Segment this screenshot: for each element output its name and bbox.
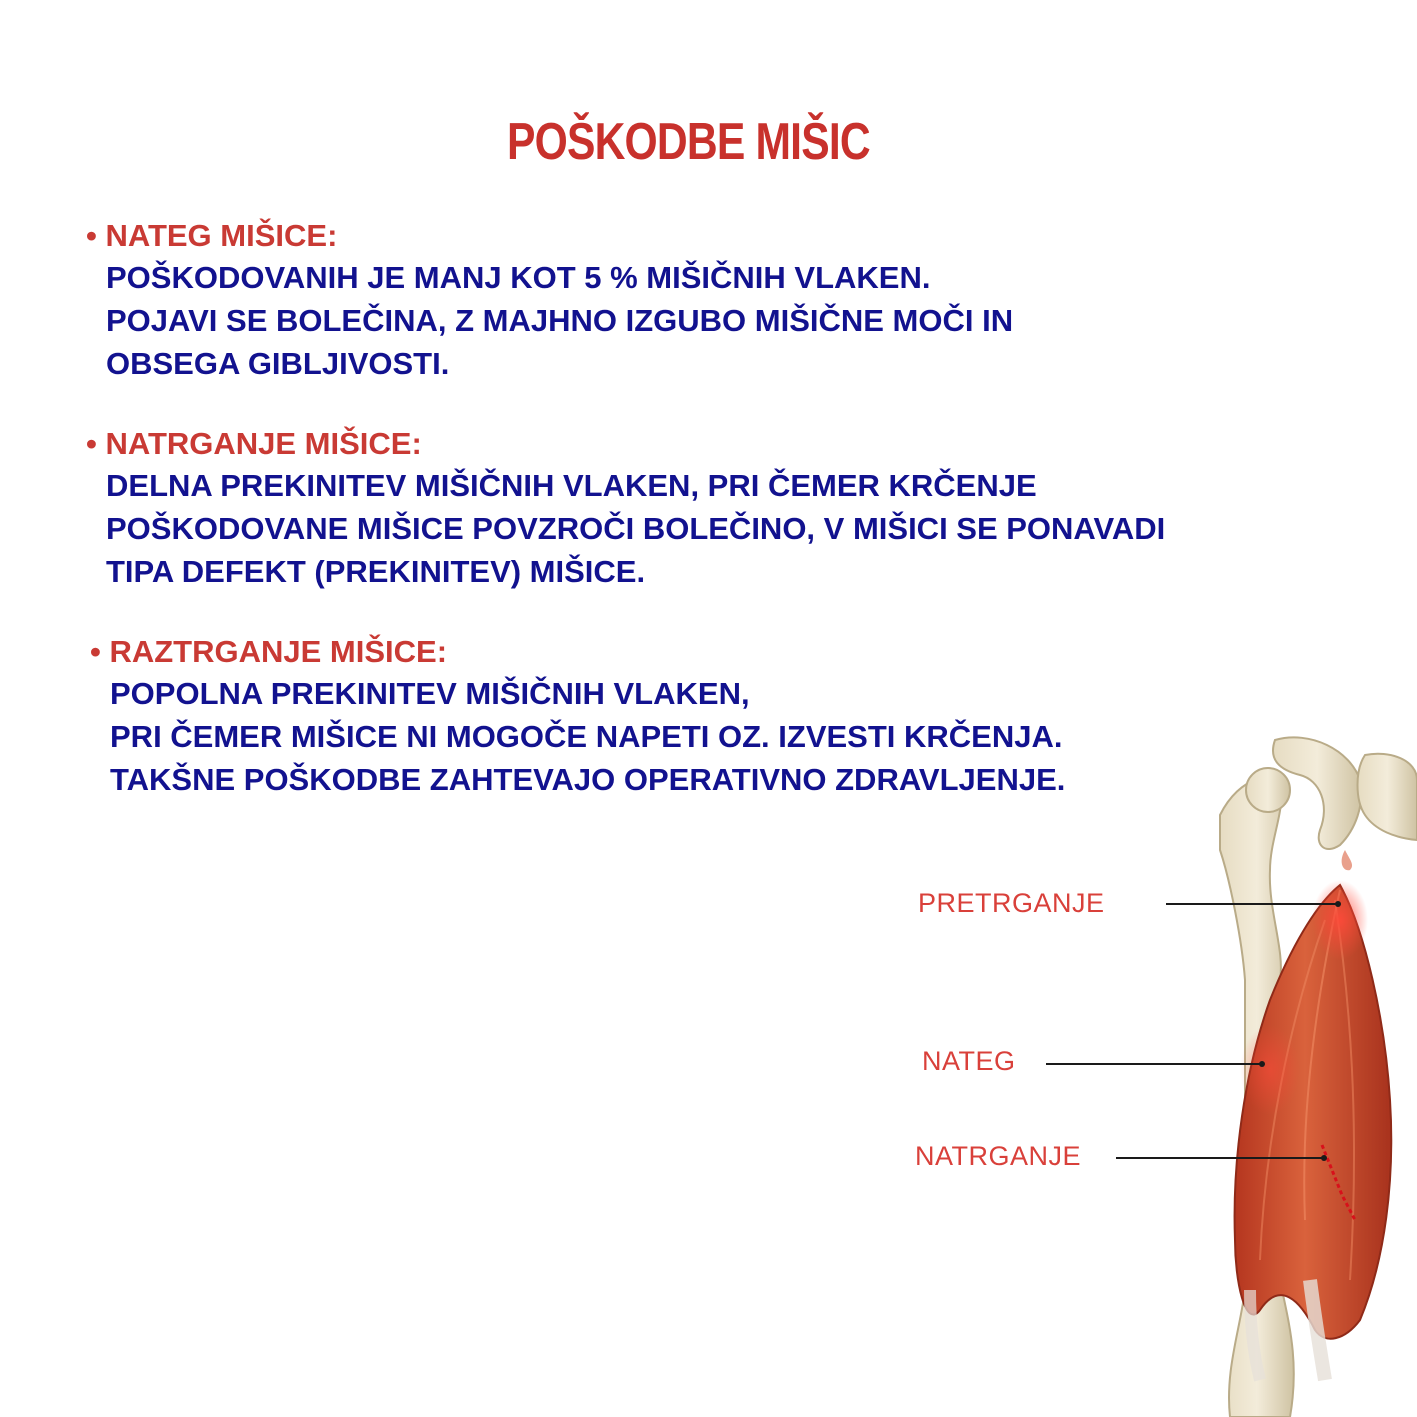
section-heading: • NATRGANJE MIŠICE: bbox=[86, 426, 422, 461]
section-raztrganje bbox=[90, 632, 1065, 801]
section-line: POŠKODOVANE MIŠICE POVZROČI BOLEČINO, V MIŠICI SE PONAVADI bbox=[106, 511, 1166, 546]
section-heading: • NATEG MIŠICE: bbox=[86, 218, 338, 253]
section-heading: • RAZTRGANJE MIŠICE: bbox=[90, 634, 448, 669]
leader-line bbox=[1046, 1063, 1262, 1065]
label-pretrganje: PRETRGANJE bbox=[918, 888, 1105, 918]
label-natrganje: NATRGANJE bbox=[915, 1141, 1082, 1171]
section-line: POŠKODOVANIH JE MANJ KOT 5 % MIŠIČNIH VLAKEN. bbox=[106, 260, 931, 295]
label-nateg: NATEG bbox=[922, 1046, 1016, 1076]
thigh-muscle-illustration bbox=[1150, 720, 1417, 1417]
section-line: TIPA DEFEKT (PREKINITEV) MIŠICE. bbox=[106, 554, 646, 589]
section-natrganje bbox=[86, 424, 1165, 593]
section-line: PRI ČEMER MIŠICE NI MOGOČE NAPETI OZ. IZVESTI KRČENJA. bbox=[110, 719, 1063, 754]
section-line: OBSEGA GIBLJIVOSTI. bbox=[106, 346, 450, 381]
leader-line bbox=[1116, 1157, 1324, 1159]
pelvis-bone bbox=[1273, 737, 1417, 870]
section-nateg bbox=[86, 216, 1013, 385]
section-line: POJAVI SE BOLEČINA, Z MAJHNO IZGUBO MIŠIČNE MOČI IN bbox=[106, 303, 1014, 338]
section-line: TAKŠNE POŠKODBE ZAHTEVAJO OPERATIVNO ZDRAVLJENJE. bbox=[110, 762, 1066, 797]
section-line: POPOLNA PREKINITEV MIŠIČNIH VLAKEN, bbox=[110, 676, 750, 711]
page-title: POŠKODBE MIŠIC bbox=[506, 113, 870, 171]
section-line: DELNA PREKINITEV MIŠIČNIH VLAKEN, PRI ČEMER KRČENJE bbox=[106, 468, 1037, 503]
leader-line bbox=[1166, 903, 1338, 905]
